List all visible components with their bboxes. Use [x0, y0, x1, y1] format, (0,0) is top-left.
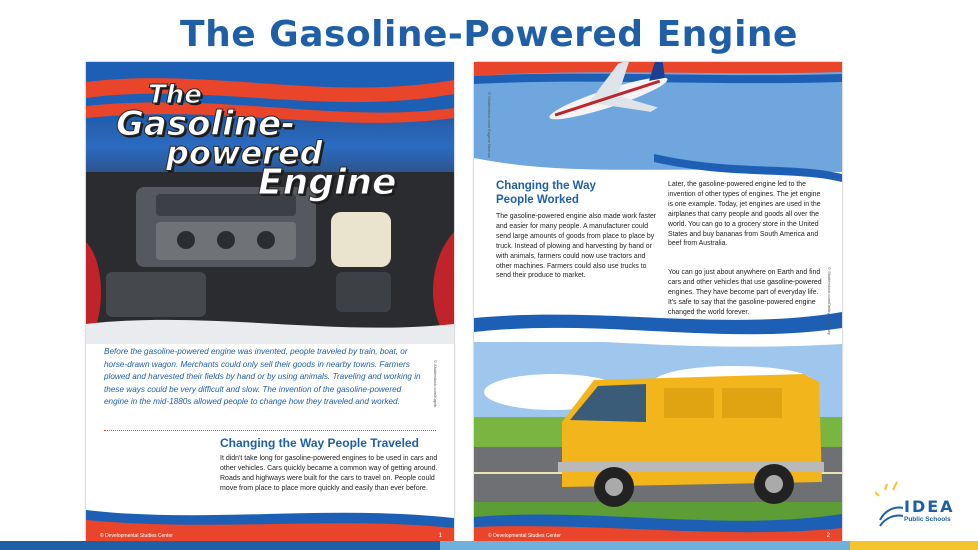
column-1-text: The gasoline-powered engine also made work faster and easier for many people. A manufacturer could send large amounts of goods from place to place by truck. Instead of plowing and harvesting by hand or with animals, farmers could now use tractors and other machines. Farmers could also use trucks to send their produce to market. — [496, 213, 657, 280]
logo-name: IDEA — [904, 497, 955, 516]
heading-line-1: Changing the Way — [496, 180, 596, 192]
slide-title: The Gasoline-Powered Engine — [180, 14, 798, 55]
idea-logo — [875, 480, 965, 530]
hero-title-line-4: Engine — [258, 162, 397, 203]
photo-credit: © Shutterstock.com/Kaprik — [433, 360, 438, 408]
section-body: It didn't take long for gasoline-powered engines to be used in cars and other vehicles. Cars quickly became a common way of getting around. Roads and highways were built for the cars to travel on. People could move from place to place more quickly and easily than ever before. — [220, 455, 438, 492]
column-2-paragraph-1: Later, the gasoline-powered engine led to the invention of other types of engines. The jet engine is one example. Today, jet engines are used in the airplanes that carry people and goods all over the world. You can go to a grocery store in the United States and buy bananas from South America and beef from Australia. — [668, 181, 821, 248]
page-footer: © Developmental Studies Center — [488, 533, 561, 539]
hero-title-line-2: Gasoline- — [116, 104, 296, 144]
bottom-bar-blue — [0, 541, 440, 550]
dotted-divider — [104, 430, 436, 431]
bottom-bar-gold — [850, 541, 978, 550]
page-number: 2 — [826, 533, 830, 539]
sun-icon — [875, 480, 905, 530]
photo-credit-plane: © Shutterstock.com/ Eugene Berman — [487, 92, 492, 159]
hero-title-line-1: The — [148, 80, 202, 110]
book-page-1 — [86, 62, 454, 542]
bottom-bar-light — [440, 541, 850, 550]
photo-credit-van: © Shutterstock.com/Dmitry Kalinovsky — [827, 267, 832, 335]
engine-hero-image — [86, 62, 454, 344]
book-page-2 — [474, 62, 842, 542]
page-footer: © Developmental Studies Center — [100, 533, 173, 539]
section-heading: Changing the Way People Traveled — [220, 436, 419, 450]
column-2-paragraph-2: You can go just about anywhere on Earth and find cars and other vehicles that use gasoline-powered engines. They have become part of everyday life. It's safe to say that the gasoline-powered engine changed the world forever. — [668, 269, 822, 316]
hero-title-line-3: powered — [166, 134, 323, 172]
page-number: 1 — [438, 533, 442, 539]
intro-paragraph: Before the gasoline-powered engine was invented, people traveled by train, boat, or horse-drawn wagon. Merchants could only sell their goods in nearby towns. Farmers plowed and harvested their fields by hand or by using animals. Traveling and working in these ways could be very difficult and slow. The invention of the gasoline-powered engine in the mid-1880s allowed people to change how they traveled and worked. — [104, 347, 421, 407]
heading-line-2: People Worked — [496, 194, 579, 206]
logo-subtitle: Public Schools — [904, 516, 951, 523]
